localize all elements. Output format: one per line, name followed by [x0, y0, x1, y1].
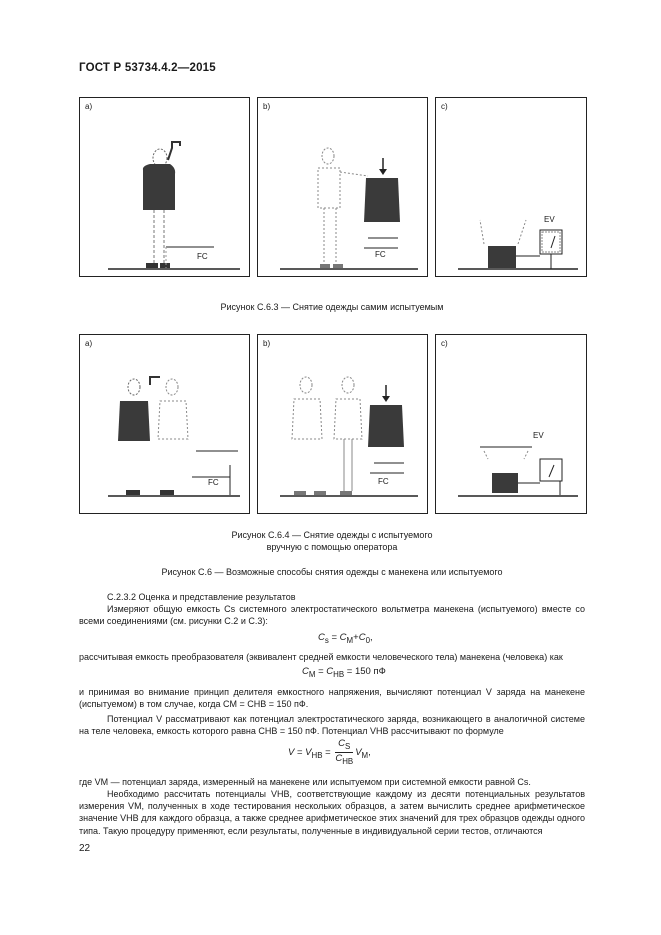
paragraph-4: Потенциал V рассматривают как потенциал электростатического заряда, возникающего в аналогичной системе на теле человека, емкость которого равна CHB = 150 пФ. Потенциал VHB рассчитывают по формуле: [79, 714, 585, 737]
figure-c64-panel-b: [257, 334, 428, 514]
voltmeter-measurement-illustration: [436, 335, 586, 513]
figure-c63-caption: Рисунок С.6.3 — Снятие одежды самим испытуемым: [220, 302, 444, 312]
figure-c6-caption: Рисунок С.6 — Возможные способы снятия одежды с манекена или испытуемого: [161, 567, 503, 577]
figure-c64-panel-c: [435, 334, 587, 514]
operator-assisted-undress-illustration: [80, 335, 249, 513]
figure-c64-panel-a: [79, 334, 250, 514]
paragraph-2: рассчитывая емкость преобразователя (эквивалент средней емкости человеческого тела) манекена (человека) как: [79, 652, 563, 662]
figure-c63-panel-b: [257, 97, 428, 277]
fc-label: FC: [197, 252, 208, 261]
formula-cs: $C_s = C_M+C_0$,: [318, 632, 373, 645]
document-header: ГОСТ Р 53734.4.2—2015: [79, 62, 216, 74]
figure-c64-caption-line2: вручную с помощью оператора: [266, 542, 398, 552]
panel-label: c): [441, 102, 448, 111]
figure-c64-caption-line1: Рисунок С.6.4 — Снятие одежды с испытуемого: [231, 530, 433, 540]
panel-label: a): [85, 102, 93, 111]
section-title: С.2.3.2 Оценка и представление результатов: [107, 592, 296, 602]
paragraph-1: Измеряют общую емкость Cs системного электростатического вольтметра манекена (испытуемого) вместе со всеми соединениями (см. рисунки С.2 и С.3):: [79, 604, 585, 627]
ev-label: EV: [533, 431, 544, 440]
figure-c63-panel-a: [79, 97, 250, 277]
voltmeter-measurement-illustration: [436, 98, 586, 276]
fc-label: FC: [378, 477, 389, 486]
panel-label: b): [263, 339, 271, 348]
fc-label: FC: [208, 478, 219, 487]
person-self-undress-illustration: [80, 98, 249, 276]
paragraph-6: Необходимо рассчитать потенциалы VHB, соответствующие каждому из десяти потенциальных результатов измерения VM, полученных в ходе тестирования нескольких образцов, а затем вычислить среднее арифметическое значение VHB для каждого образца, а также среднее арифметическое этих значений для трех образцов одежды одного типа. Такую процедуру применяют, если результаты, полученные в индивидуальной серии тестов, отличаются: [79, 789, 585, 836]
formula-vhb: $V = V_{HB}$ = $\frac{C_S}{C_{HB}}$ $V_M$,: [288, 738, 371, 766]
panel-label: a): [85, 339, 93, 348]
page-number: 22: [79, 843, 91, 854]
panel-label: c): [441, 339, 448, 348]
ev-label: EV: [544, 215, 555, 224]
formula-cm: $C_M = C_{HB} = 150$ пФ: [302, 666, 386, 679]
paragraph-5: где VM — потенциал заряда, измеренный на манекене или испытуемом при системной емкости равной Cs.: [79, 777, 531, 787]
operator-removing-jacket-illustration: [258, 335, 427, 513]
paragraph-3: и принимая во внимание принцип делителя емкостного напряжения, вычисляют потенциал V заряда на манекене (испытуемом) в том случае, когда CM = CHB = 150 пФ.: [79, 687, 585, 710]
person-removing-jacket-illustration: [258, 98, 427, 276]
fc-label: FC: [375, 250, 386, 259]
panel-label: b): [263, 102, 271, 111]
figure-c63-panel-c: [435, 97, 587, 277]
